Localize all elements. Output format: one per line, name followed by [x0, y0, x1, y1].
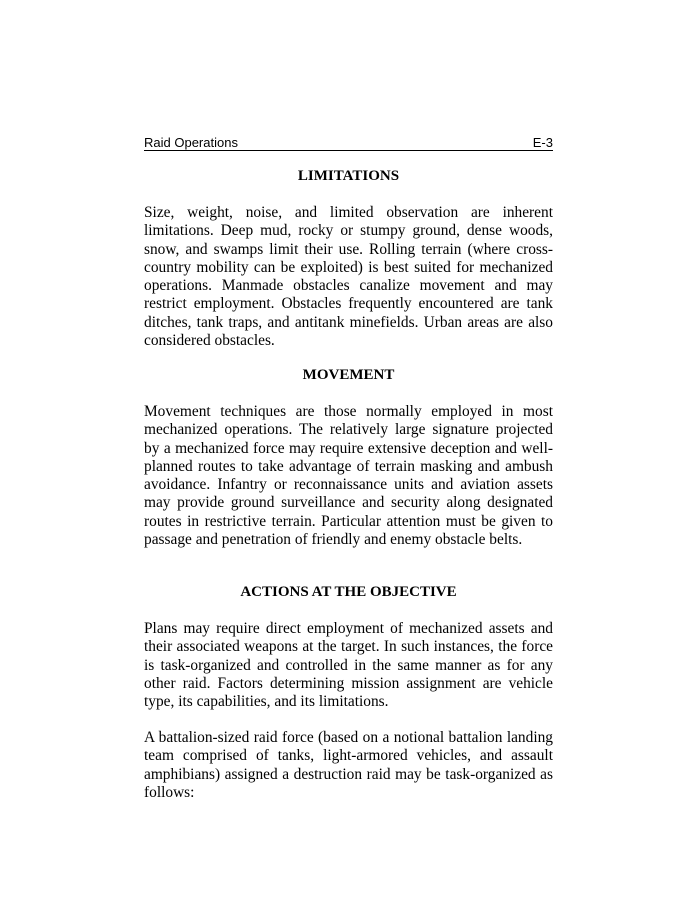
header-page-number: E-3 [532, 135, 553, 150]
heading-actions-at-objective: ACTIONS AT THE OBJECTIVE [240, 584, 457, 600]
paragraph-limitations: Size, weight, noise, and limited observation are inherent limitations. Deep mud, rocky or stumpy ground, dense woods, snow, and swamps limit their use. Rolling terrain (where cross-country mobility can be exploited) is best suited for mechanized operations. Manmade obstacles canalize movement and may restrict employment. Obstacles frequently encountered are tank ditches, tank traps, and antitank minefields. Urban areas are also considered obstacles. [144, 204, 553, 350]
paragraph-actions-1: Plans may require direct employment of mechanized assets and their associated weapons at the target. In such instances, the force is task-organized and controlled in the same manner as for any other raid. Factors determining mission assignment are vehicle type, its capabilities, and its limitations. [144, 620, 553, 711]
heading-movement: MOVEMENT [302, 367, 395, 383]
header-title: Raid Operations [144, 135, 238, 150]
paragraph-movement: Movement techniques are those normally employed in most mechanized operations. The relatively large signature projected by a mechanized force may require extensive deception and well-planned routes to take advantage of terrain masking and ambush avoidance. Infantry or reconnaissance units and aviation assets may provide ground surveillance and security along designated routes in restrictive terrain. Particular attention must be given to passage and penetration of friendly and enemy obstacle belts. [144, 403, 553, 549]
paragraph-actions-2: A battalion-sized raid force (based on a notional battalion landing team comprised of tanks, light-armored vehicles, and assault amphibians) assigned a destruction raid may be task-organized as follows: [144, 729, 553, 801]
running-header [144, 135, 553, 151]
heading-limitations: LIMITATIONS [297, 168, 400, 184]
